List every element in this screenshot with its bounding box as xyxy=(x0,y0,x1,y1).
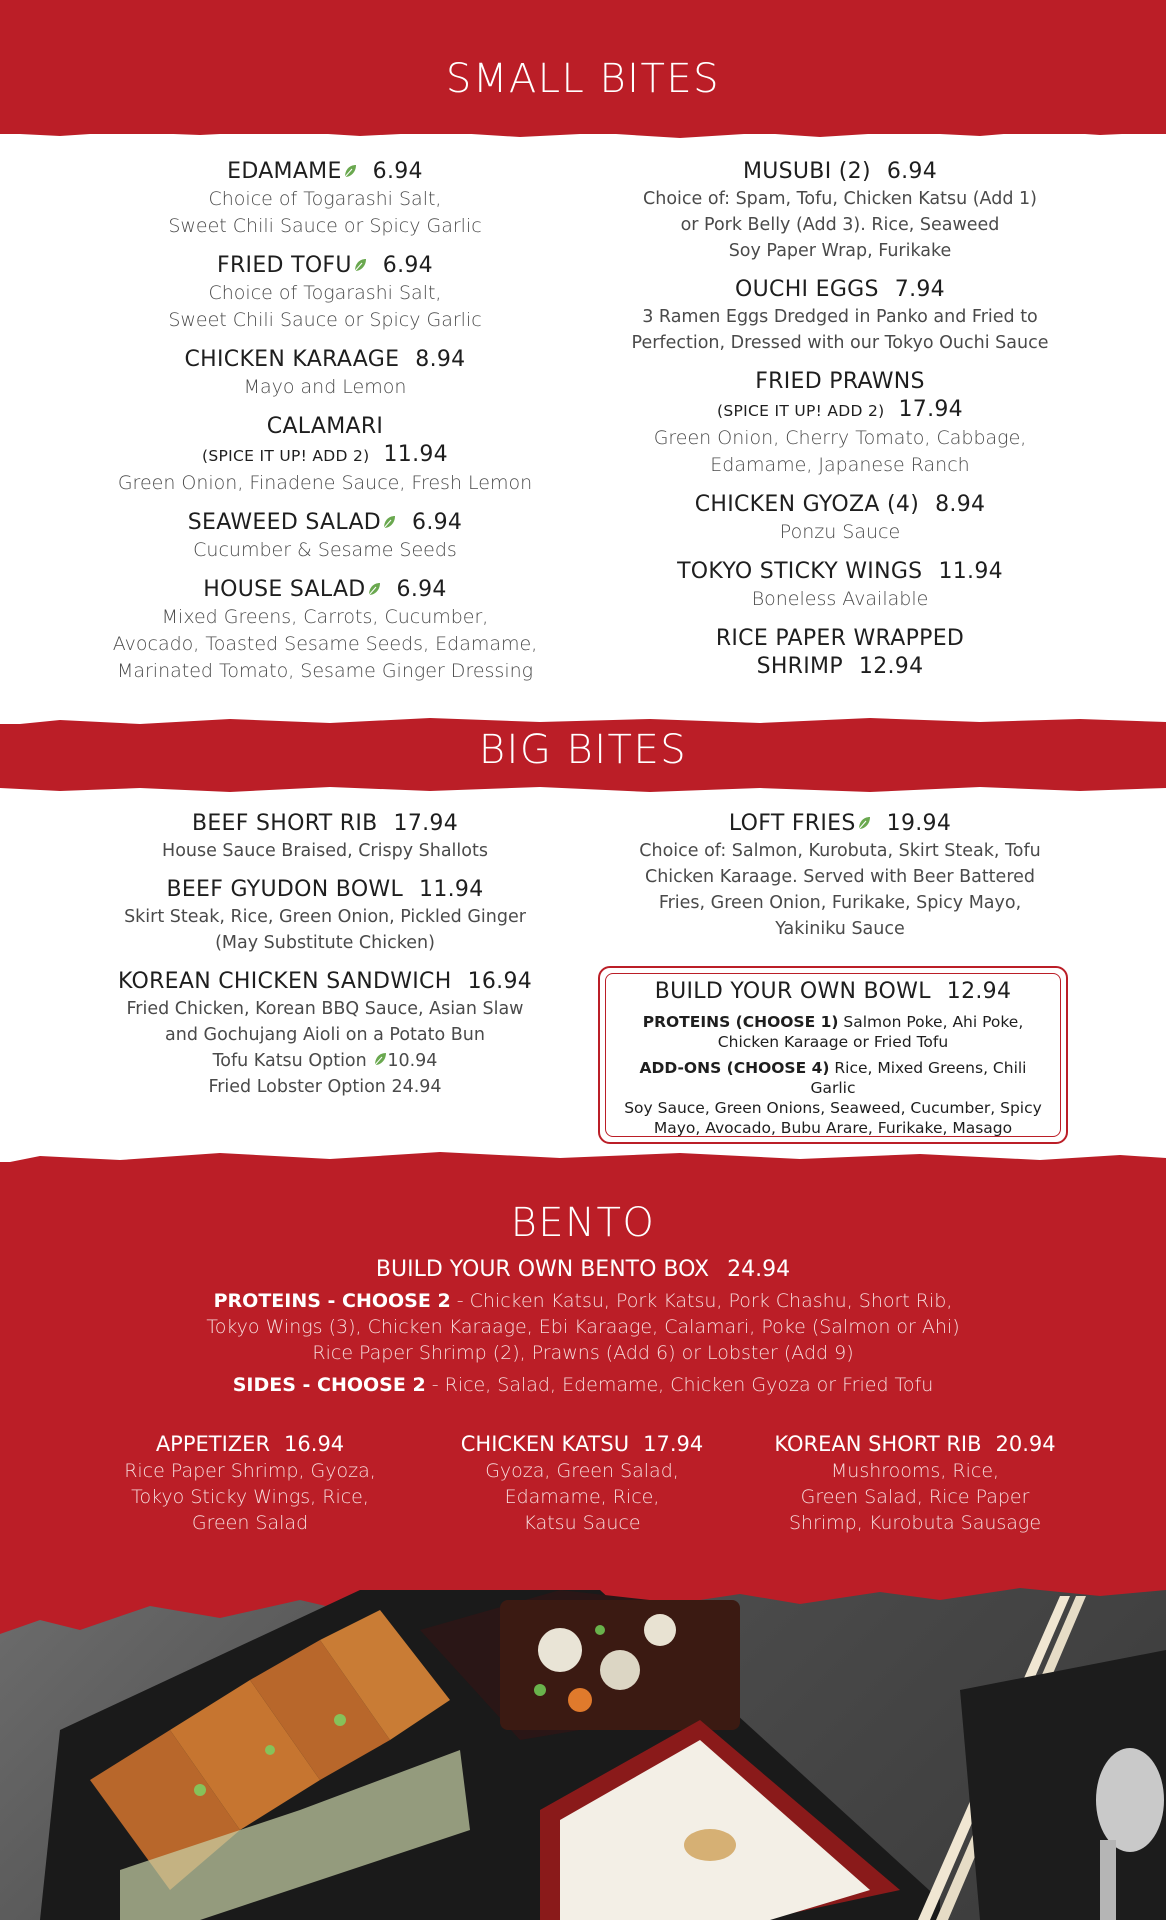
bento-proteins-list: Tokyo Wings (3), Chicken Karaage, Ebi Karaage, Calamari, Poke (Salmon or Ahi) xyxy=(206,1316,960,1338)
bento-combo xyxy=(430,1430,734,1536)
item-price: 8.94 xyxy=(415,347,466,372)
combo-price: 17.94 xyxy=(643,1432,704,1456)
bento-combo xyxy=(750,1430,1080,1536)
item-option: Fried Lobster Option 24.94 xyxy=(208,1077,442,1097)
menu-item xyxy=(70,252,580,334)
item-name: CHICKEN KARAAGE xyxy=(184,347,400,372)
item-name: FRIED TOFU xyxy=(217,253,352,278)
item-option: Tofu Katsu Option xyxy=(212,1051,367,1071)
menu-item xyxy=(70,876,580,956)
item-name: KOREAN CHICKEN SANDWICH xyxy=(117,969,452,994)
bento-section xyxy=(0,1256,1166,1398)
item-description: Ponzu Sauce xyxy=(779,521,901,543)
item-price: 6.94 xyxy=(886,159,938,184)
menu-item xyxy=(70,810,580,864)
combo-description: Katsu Sauce xyxy=(523,1512,641,1534)
addons-list: Rice, Mixed Greens, Chili Garlic xyxy=(810,1059,1027,1097)
bento-box-price: 24.94 xyxy=(727,1257,791,1282)
menu-item xyxy=(590,491,1090,546)
item-price: 8.94 xyxy=(935,492,986,517)
vegetarian-leaf-icon xyxy=(367,581,381,597)
combo-description: Edamame, Rice, xyxy=(504,1486,660,1508)
combo-description: Shrimp, Kurobuta Sausage xyxy=(788,1512,1042,1534)
big-bites-left-column xyxy=(70,810,580,1112)
item-name: LOFT FRIES xyxy=(728,811,856,836)
combo-description: Rice Paper Shrimp, Gyoza, xyxy=(124,1460,376,1482)
item-price: 6.94 xyxy=(396,577,447,602)
item-description: House Sauce Braised, Crispy Shallots xyxy=(162,841,488,861)
vegetarian-leaf-icon xyxy=(857,815,871,831)
box-inner-border xyxy=(605,973,1061,1137)
item-name: BEEF GYUDON BOWL xyxy=(166,877,404,902)
vegetarian-leaf-icon xyxy=(343,163,357,179)
item-description: 3 Ramen Eggs Dredged in Panko and Fried to xyxy=(642,307,1038,327)
item-price: 6.94 xyxy=(382,253,433,278)
item-description: Choice of: Spam, Tofu, Chicken Katsu (Add 1) xyxy=(643,189,1037,209)
item-description: Edamame, Japanese Ranch xyxy=(710,454,970,476)
item-price: 6.94 xyxy=(412,510,463,535)
combo-name: KOREAN SHORT RIB xyxy=(774,1432,982,1456)
big-bites-title: BIG BITES xyxy=(478,727,688,773)
small-bites-right-column xyxy=(590,158,1090,693)
item-name: BUILD YOUR OWN BOWL xyxy=(654,979,931,1004)
item-description: Green Onion, Cherry Tomato, Cabbage, xyxy=(653,427,1027,449)
item-price: 17.94 xyxy=(393,811,459,836)
small-bites-left-column xyxy=(70,158,580,697)
bento-sides-label: SIDES - CHOOSE 2 xyxy=(232,1374,426,1396)
menu-item xyxy=(590,810,1090,942)
bento-food-photo xyxy=(0,1570,1166,1920)
item-name: BEEF SHORT RIB xyxy=(191,811,378,836)
combo-description: Green Salad, Rice Paper xyxy=(800,1486,1030,1508)
item-description: Fried Chicken, Korean BBQ Sauce, Asian Slaw xyxy=(126,999,524,1019)
item-description: Soy Paper Wrap, Furikake xyxy=(728,241,952,261)
item-price: 12.94 xyxy=(858,654,924,679)
item-description: Sweet Chili Sauce or Spicy Garlic xyxy=(168,309,482,331)
item-description: (May Substitute Chicken) xyxy=(215,933,435,953)
item-description: Fries, Green Onion, Furikake, Spicy Mayo, xyxy=(658,893,1022,913)
item-description: Avocado, Toasted Sesame Seeds, Edamame, xyxy=(112,633,538,655)
item-name: SEAWEED SALAD xyxy=(187,510,382,535)
item-description: Mixed Greens, Carrots, Cucumber, xyxy=(161,606,489,628)
item-price: 12.94 xyxy=(946,979,1012,1004)
item-price: 11.94 xyxy=(938,559,1003,584)
item-description: Sweet Chili Sauce or Spicy Garlic xyxy=(168,215,482,237)
item-description: Yakiniku Sauce xyxy=(775,919,905,939)
menu-item xyxy=(70,158,580,240)
menu-item xyxy=(590,276,1090,356)
item-price: 16.94 xyxy=(467,969,533,994)
combo-description: Mushrooms, Rice, xyxy=(830,1460,1000,1482)
bento-combo xyxy=(90,1430,410,1536)
item-price: 6.94 xyxy=(372,159,423,184)
spice-note: (SPICE IT UP! ADD 2) xyxy=(202,447,370,465)
combo-price: 16.94 xyxy=(284,1432,345,1456)
combo-description: Green Salad xyxy=(191,1512,309,1534)
combo-description: Tokyo Sticky Wings, Rice, xyxy=(131,1486,369,1508)
menu-item xyxy=(590,158,1090,264)
menu-item xyxy=(70,413,580,497)
menu-item xyxy=(590,558,1090,613)
menu-item xyxy=(70,968,580,1100)
item-description: Marinated Tomato, Sesame Ginger Dressing xyxy=(116,660,534,682)
menu-item xyxy=(70,346,580,401)
item-name: TOKYO STICKY WINGS xyxy=(677,559,923,584)
item-name: MUSUBI (2) xyxy=(742,159,871,184)
item-option-price: 10.94 xyxy=(387,1051,438,1071)
bento-proteins-list: Rice Paper Shrimp (2), Prawns (Add 6) or Lobster (Add 9) xyxy=(312,1342,854,1364)
item-name: RICE PAPER WRAPPED xyxy=(715,626,965,651)
menu-item xyxy=(70,576,580,685)
bento-title: BENTO xyxy=(510,1200,656,1246)
spice-note: (SPICE IT UP! ADD 2) xyxy=(717,402,885,420)
small-bites-title: SMALL BITES xyxy=(445,56,721,102)
item-price: 11.94 xyxy=(383,442,448,467)
combo-name: APPETIZER xyxy=(155,1432,271,1456)
combo-price: 20.94 xyxy=(995,1432,1056,1456)
menu-item xyxy=(70,509,580,564)
bento-proteins-list: - Chicken Katsu, Pork Katsu, Pork Chashu, Short Rib, xyxy=(456,1290,953,1312)
item-price: 7.94 xyxy=(894,277,945,302)
combo-name: CHICKEN KATSU xyxy=(460,1432,630,1456)
menu-item xyxy=(590,368,1090,479)
big-bites-right-column xyxy=(590,810,1090,954)
proteins-list: Salmon Poke, Ahi Poke, xyxy=(843,1013,1024,1031)
item-description: or Pork Belly (Add 3). Rice, Seaweed xyxy=(680,215,1000,235)
item-price: 19.94 xyxy=(886,811,952,836)
item-description: Choice of Togarashi Salt, xyxy=(208,282,442,304)
item-name: FRIED PRAWNS xyxy=(755,369,925,394)
item-description: Boneless Available xyxy=(751,588,929,610)
banner-torn-edge xyxy=(0,784,1166,802)
item-description: and Gochujang Aioli on a Potato Bun xyxy=(165,1025,485,1045)
vegetarian-leaf-icon xyxy=(353,257,367,273)
item-price: 11.94 xyxy=(419,877,484,902)
addons-label: ADD-ONS (CHOOSE 4) xyxy=(639,1059,830,1077)
item-name: HOUSE SALAD xyxy=(203,577,366,602)
item-price: 17.94 xyxy=(898,397,963,422)
item-description: Choice of Togarashi Salt, xyxy=(208,188,442,210)
item-description: Choice of: Salmon, Kurobuta, Skirt Steak, Tofu xyxy=(639,841,1041,861)
item-name: CHICKEN GYOZA (4) xyxy=(694,492,920,517)
bento-sides-list: - Rice, Salad, Edemame, Chicken Gyoza or Fried Tofu xyxy=(431,1374,934,1396)
item-name: EDAMAME xyxy=(227,159,342,184)
addons-list: Soy Sauce, Green Onions, Seaweed, Cucumber, Spicy xyxy=(624,1099,1042,1117)
item-name: SHRIMP xyxy=(756,654,843,679)
item-name: OUCHI EGGS xyxy=(735,277,879,302)
menu-item xyxy=(590,625,1090,681)
proteins-list: Chicken Karaage or Fried Tofu xyxy=(717,1033,949,1051)
proteins-label: PROTEINS (CHOOSE 1) xyxy=(642,1013,839,1031)
item-description: Cucumber & Sesame Seeds xyxy=(193,539,457,561)
combo-description: Gyoza, Green Salad, xyxy=(485,1460,679,1482)
item-description: Chicken Karaage. Served with Beer Battered xyxy=(644,867,1036,887)
vegetarian-leaf-icon xyxy=(373,1051,387,1067)
banner-torn-edge xyxy=(0,126,1166,144)
item-description: Green Onion, Finadene Sauce, Fresh Lemon xyxy=(117,472,533,494)
item-description: Perfection, Dressed with our Tokyo Ouchi Sauce xyxy=(631,333,1049,353)
vegetarian-leaf-icon xyxy=(382,514,396,530)
bento-proteins-label: PROTEINS - CHOOSE 2 xyxy=(213,1290,451,1312)
addons-list: Mayo, Avocado, Bubu Arare, Furikake, Masago xyxy=(653,1119,1013,1137)
item-description: Skirt Steak, Rice, Green Onion, Pickled Ginger xyxy=(124,907,526,927)
bento-box-name: BUILD YOUR OWN BENTO BOX xyxy=(375,1257,710,1282)
item-name: CALAMARI xyxy=(266,414,384,439)
build-your-own-bowl-box xyxy=(598,966,1068,1144)
item-description: Mayo and Lemon xyxy=(243,376,407,398)
